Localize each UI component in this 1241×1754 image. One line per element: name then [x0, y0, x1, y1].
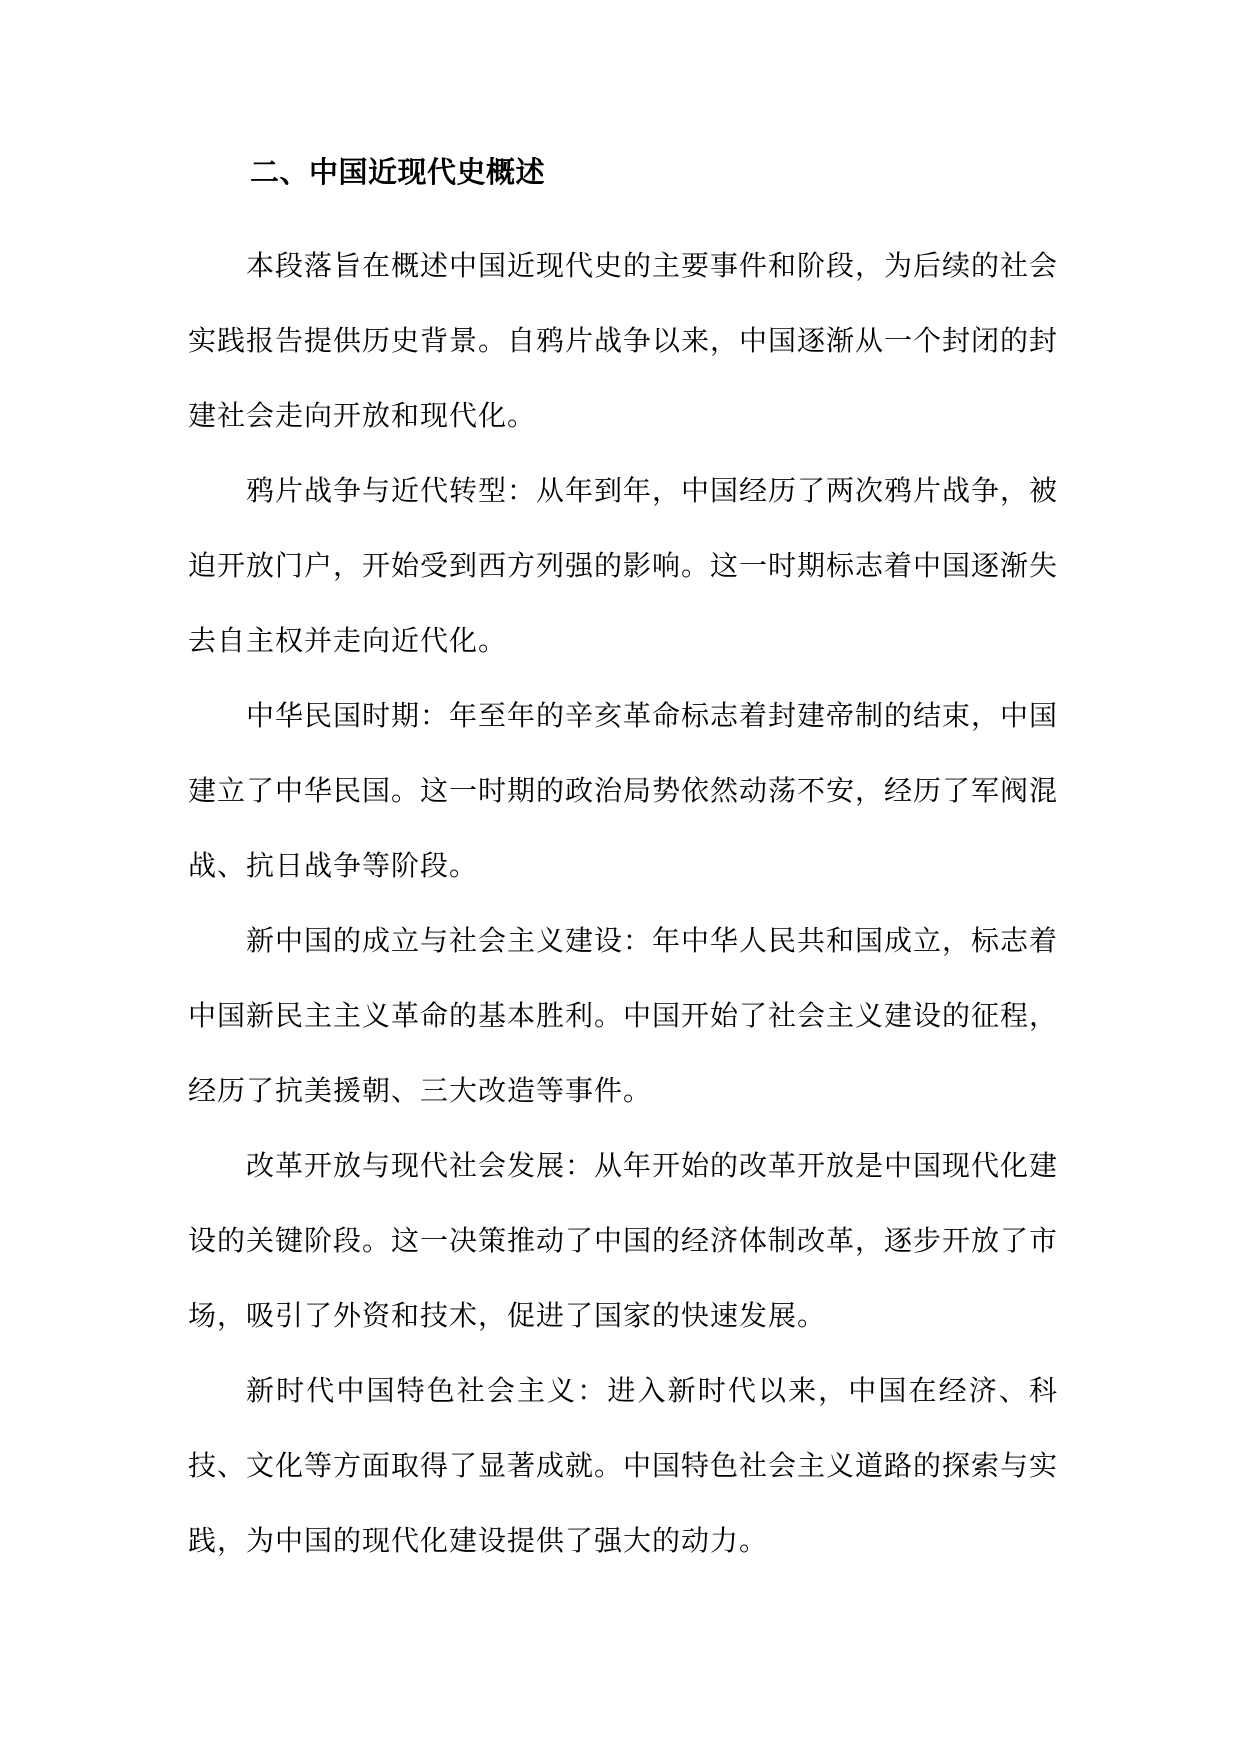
paragraph-new-era: 新时代中国特色社会主义：进入新时代以来，中国在经济、科技、文化等方面取得了显著成就。中国特色社会主义道路的探索与实践，为中国的现代化建设提供了强大的动力。	[188, 1374, 1059, 1557]
paragraph-intro: 本段落旨在概述中国近现代史的主要事件和阶段，为后续的社会实践报告提供历史背景。自鸦片战争以来，中国逐渐从一个封闭的封建社会走向开放和现代化。	[188, 249, 1059, 432]
paragraph-opium-war: 鸦片战争与近代转型：从年到年，中国经历了两次鸦片战争，被迫开放门户，开始受到西方列强的影响。这一时期标志着中国逐渐失去自主权并走向近代化。	[188, 474, 1059, 657]
section-heading: 二、中国近现代史概述	[250, 155, 546, 189]
section-body	[188, 228, 1058, 1578]
paragraph-reform-opening: 改革开放与现代社会发展：从年开始的改革开放是中国现代化建设的关键阶段。这一决策推动了中国的经济体制改革，逐步开放了市场，吸引了外资和技术，促进了国家的快速发展。	[188, 1149, 1059, 1332]
paragraph-republic: 中华民国时期：年至年的辛亥革命标志着封建帝制的结束，中国建立了中华民国。这一时期的政治局势依然动荡不安，经历了军阀混战、抗日战争等阶段。	[188, 699, 1059, 882]
paragraph-new-china: 新中国的成立与社会主义建设：年中华人民共和国成立，标志着中国新民主主义革命的基本胜利。中国开始了社会主义建设的征程，经历了抗美援朝、三大改造等事件。	[188, 924, 1059, 1107]
